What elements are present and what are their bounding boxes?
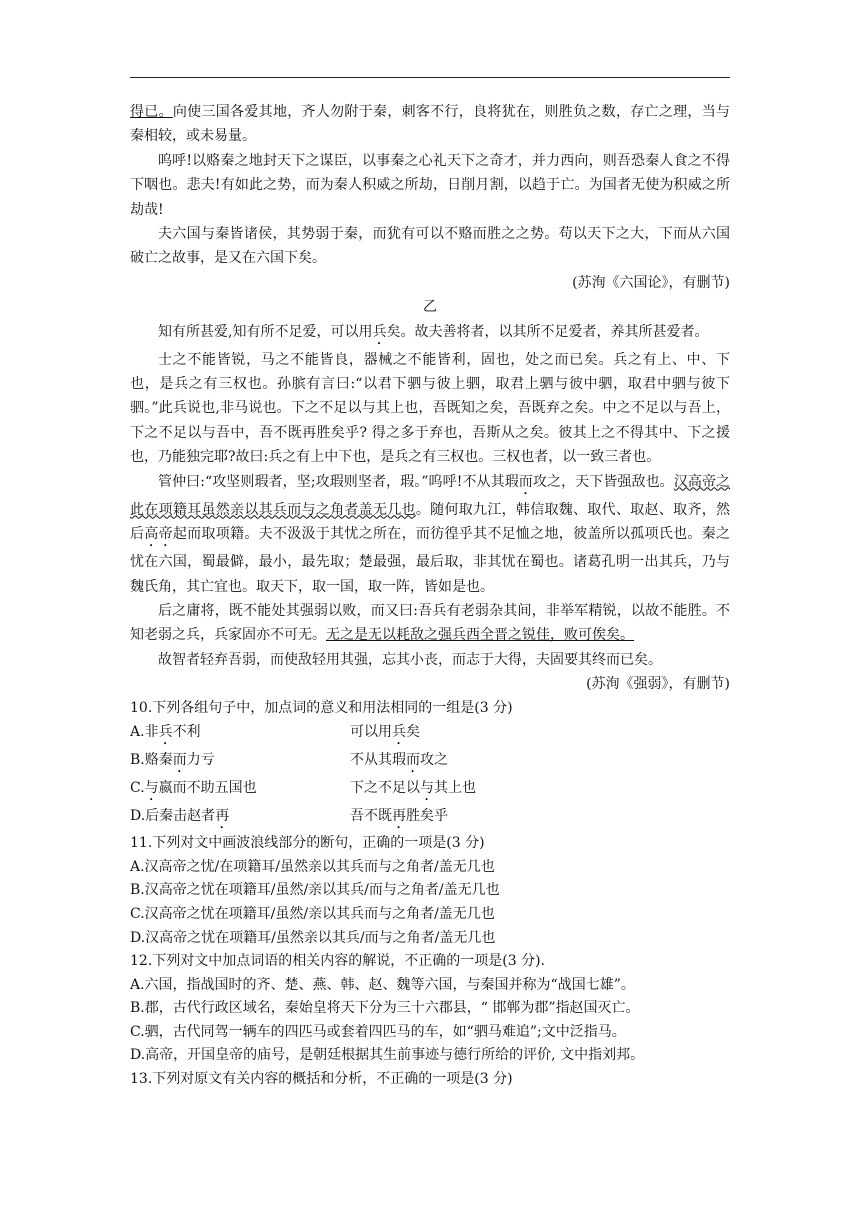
exam-page bbox=[130, 100, 730, 1092]
underlined-phrase: 得已。 bbox=[130, 104, 173, 120]
passage1-paragraph-1: 得已。向使三国各爱其地，齐人勿附于秦，刺客不行，良将犹在，则胜负之数，存亡之理，当与秦相较，或未易量。 bbox=[130, 104, 731, 145]
question-10-option-a: A.非兵不利 可以用兵矣 bbox=[130, 724, 420, 741]
dotted-word: 而 bbox=[518, 473, 533, 490]
question-10-option-d: D.后秦击赵者再 吾不既再胜矣乎 bbox=[130, 808, 448, 825]
passage2-paragraph-2: 士之不能皆锐，马之不能皆良，器械之不能皆利，固也，处之而已矣。兵之有上、中、下也，是兵之有三权也。孙膑有言曰:“以君下驷与彼上驷，取君上驷与彼中驷，取君中驷与彼下驷。”此兵说也,非马说也。下之不足以与其上也，吾既知之矣，吾既弃之矣。中之不足以与吾上，下之不足以与吾中，吾不既再胜矣乎? 得之多于弃也，吾斯从之矣。彼其上之不得其中、下之援也，乃能独完耶?故曰:兵之有上中下也，是兵之有三权也。三权也者，以一致三者也。 bbox=[130, 351, 730, 466]
question-12-option-c: C.驷，古代同驾一辆车的四匹马或套着四匹马的车，如“驷马难追”;文中泛指马。 bbox=[130, 1023, 626, 1040]
passage2-paragraph-3: 管仲曰:“攻坚则瑕者，坚;攻瑕则坚者，瑕。”呜呼!不从其瑕而攻之，天下皆强敌也。汉高帝之此在项籍耳虽然亲以其兵而与之角者盖无几也。随何取九江，韩信取魏、取代、取赵、取齐，然后高帝起而取项籍。夫不汲汲于其忧之所在，而彷徨乎其不足恤之地，彼盖所以孤项氏也。秦之忧在六国，蜀最僻，最小，最先取；楚最强，最后取，非其忧在蜀也。诸葛孔明一出其兵，乃与魏氏角，其亡宜也。取天下，取一国，取一阵，皆如是也。 bbox=[130, 473, 731, 595]
dotted-word: 而 bbox=[172, 752, 187, 769]
question-12-stem: 12.下列对文中加点词语的相关内容的解说，不正确的一项是(3 分). bbox=[130, 953, 545, 970]
question-12-option-a: A.六国，指战国时的齐、楚、燕、韩、赵、魏等六国，与秦国并称为“战国七雄”。 bbox=[130, 976, 635, 993]
passage2-source: (苏洵《强弱》，有删节) bbox=[586, 676, 730, 693]
passage2-heading: 乙 bbox=[423, 299, 437, 316]
question-11-option-c: C.汉高帝之忧在项籍耳/虽然/亲以其兵而与之角者/盖无几也 bbox=[130, 905, 495, 922]
question-10-option-c: C.与嬴而不助五国也 下之不足以与其上也 bbox=[130, 780, 476, 797]
header-rule bbox=[130, 77, 730, 78]
question-12-option-b: B.郡，古代行政区域名，秦始皇将天下分为三十六郡县，“ 邯郸为郡”指赵国灭亡。 bbox=[130, 1000, 640, 1017]
dotted-word: 与 bbox=[144, 780, 159, 797]
passage2-paragraph-1: 知有所甚爱,知有所不足爱，可以用兵矣。故夫善将者，以其所不足爱者，养其所甚爱者。 bbox=[158, 323, 709, 340]
wavy-underlined-sentence: 汉高帝之此在项籍耳虽然亲以其兵而与之角者盖无几也 bbox=[130, 473, 731, 518]
question-11-option-b: B.汉高帝之忧在项籍耳/虽然/亲以其兵/而与之角者/盖无几也 bbox=[130, 882, 500, 899]
passage2-paragraph-4: 后之庸将，既不能处其强弱以败，而又曰:吾兵有老弱杂其间，非举军精锐，以故不能胜。不知老弱之兵，兵家固亦不可无。无之是无以耗敌之强兵西全晋之锐佳，败可俟矣。 bbox=[130, 602, 730, 644]
dotted-word: 兵 bbox=[392, 724, 406, 741]
dotted-word: 再 bbox=[392, 808, 406, 825]
question-11-stem: 11.下列对文中画波浪线部分的断句，正确的一项是(3 分) bbox=[130, 835, 485, 852]
question-10-stem: 10.下列各组句子中，加点词的意义和用法相同的一组是(3 分) bbox=[130, 699, 513, 716]
dotted-word: 再 bbox=[215, 808, 230, 825]
passage2-paragraph-5: 故智者轻弃吾弱，而使敌轻用其强，忘其小丧，而志于大得，夫固要其终而已矣。 bbox=[158, 651, 662, 668]
passage1-paragraph-2: 呜呼!以赂秦之地封天下之谋臣，以事秦之心礼天下之奇才，并力西向，则吾恐秦人食之不得下咽也。悲夫!有如此之势，而为秦人积威之所劫，日削月割，以趋于亡。为国者无使为积威之所劫哉! bbox=[130, 152, 730, 218]
passage1-paragraph-3: 夫六国与秦皆诸侯，其势弱于秦，而犹有可以不赂而胜之之势。苟以天下之大，下而从六国破亡之故事，是又在六国下矣。 bbox=[130, 226, 730, 267]
question-10-option-b: B.赂秦而力亏 不从其瑕而攻之 bbox=[130, 752, 448, 769]
underlined-sentence: 无之是无以耗敌之强兵西全晋之锐佳，败可俟矣。 bbox=[326, 627, 634, 644]
dotted-word: 而 bbox=[406, 752, 420, 769]
dotted-word: 与 bbox=[420, 780, 434, 797]
question-12-option-d: D.高帝，开国皇帝的庙号，是朝廷根据其生前事迹与德行所给的评价, 文中指刘邦。 bbox=[130, 1047, 645, 1064]
question-11-option-d: D.汉高帝之忧在项籍耳/虽然亲以其兵/而与之角者/盖无几也 bbox=[130, 929, 496, 946]
dotted-word: 兵 bbox=[372, 323, 387, 340]
dotted-word: 兵 bbox=[158, 724, 173, 741]
question-11-option-a: A.汉高帝之忧/在项籍耳/虽然亲以其兵而与之角者/盖无几也 bbox=[130, 858, 495, 875]
dotted-word: 高帝 bbox=[144, 526, 173, 543]
passage1-source: (苏洵《六国论》，有删节) bbox=[572, 274, 730, 291]
question-13-stem: 13.下列对原文有关内容的概括和分析，不正确的一项是(3 分) bbox=[130, 1071, 513, 1088]
